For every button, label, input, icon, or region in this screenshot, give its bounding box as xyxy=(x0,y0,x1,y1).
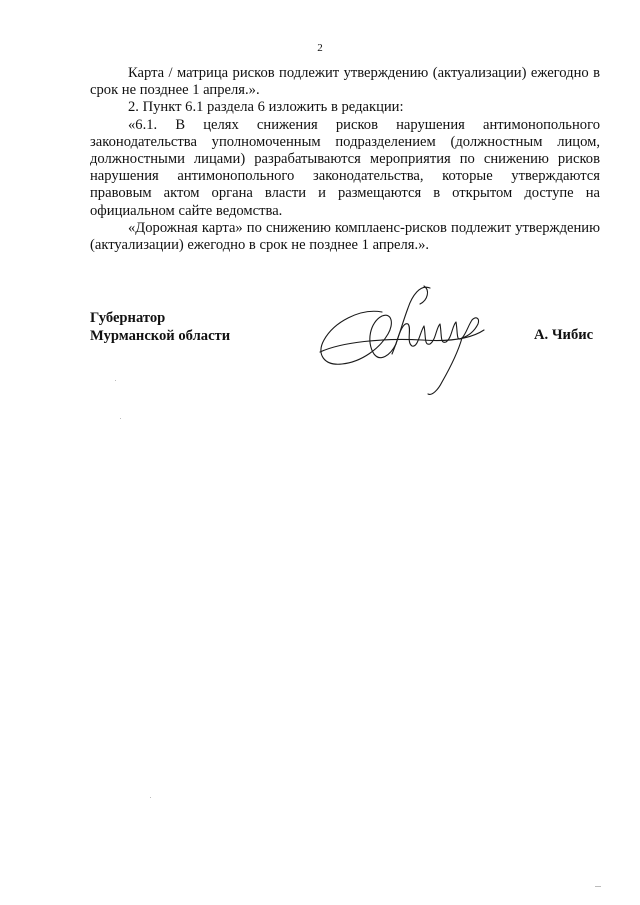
signatory-title xyxy=(90,309,230,345)
scan-speck xyxy=(150,797,151,798)
scan-speck xyxy=(120,418,121,419)
signatory-title-line: Мурманской области xyxy=(90,328,231,344)
paragraph: «Дорожная карта» по снижению комплаенс-рисков подлежит утверждению (актуализации) ежегодно в срок не позднее 1 апреля.». xyxy=(90,219,600,254)
paragraph: «6.1. В целях снижения рисков нарушения антимонопольного законодательства уполномоченным подразделением (должностным лицом, должностными лицами) разрабатываются мероприятия по снижению рисков нарушения антимонопольного законодательства, которые утверждаются правовым актом органа власти и размещаются в открытом доступе на официальном сайте ведомства. xyxy=(90,116,600,219)
signatory-name: А. Чибис xyxy=(534,327,594,343)
paragraph: 2. Пункт 6.1 раздела 6 изложить в редакции: xyxy=(128,99,404,116)
scan-speck xyxy=(595,886,601,887)
paragraph: Карта / матрица рисков подлежит утверждению (актуализации) ежегодно в срок не позднее 1 апреля.». xyxy=(90,65,600,99)
signatory-title-line: Губернатор xyxy=(90,310,166,326)
document-body xyxy=(90,65,600,254)
handwritten-signature xyxy=(312,282,492,400)
page-number: 2 xyxy=(317,42,323,54)
scan-speck xyxy=(115,380,116,381)
